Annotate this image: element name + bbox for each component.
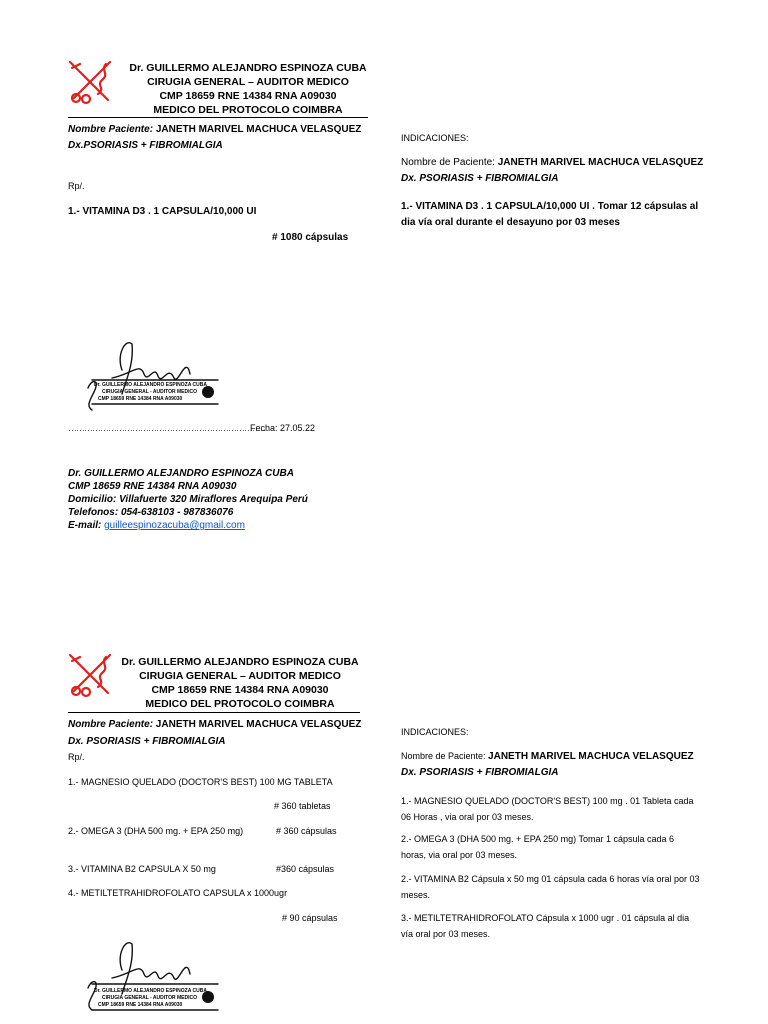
patient-line bbox=[68, 719, 361, 730]
rx-qty-2: # 360 cápsulas bbox=[276, 826, 337, 836]
patient-name: JANETH MARIVEL MACHUCA VELASQUEZ bbox=[153, 719, 362, 730]
stamp-line-2: CIRUGIA GENERAL - AUDITOR MEDICO bbox=[102, 389, 198, 395]
rx-item-4: 4.- METILTETRAHIDROFOLATO CAPSULA x 1000ugr bbox=[68, 888, 288, 898]
signature-line: ………………………………………………………………… bbox=[68, 423, 268, 433]
ind-diagnosis: Dx. PSORIASIS + FIBROMIALGIA bbox=[401, 173, 559, 184]
footer-phones: Telefonos: 054-638103 - 987836076 bbox=[68, 507, 234, 518]
patient-label: Nombre Paciente: bbox=[68, 719, 154, 730]
email-label: E-mail: bbox=[68, 520, 105, 531]
ind-patient-label: Nombre de Paciente: bbox=[401, 751, 489, 761]
rx-item-3: 3.- VITAMINA B2 CAPSULA X 50 mg bbox=[68, 864, 216, 874]
rx-qty-1: # 360 tabletas bbox=[274, 801, 331, 811]
prescription-date: Fecha: 27.05.22 bbox=[250, 423, 316, 433]
signature-stamp bbox=[82, 334, 222, 422]
stamp-line-1: Dr. GUILLERMO ALEJANDRO ESPINOZA CUBA bbox=[94, 988, 207, 994]
ind-item-1: 1.- VITAMINA D3 . 1 CAPSULA/10,000 UI . Tomar 12 cápsulas al dia vía oral durante el desayuno por 03 meses bbox=[401, 201, 699, 228]
doctor-registry: CMP 18659 RNE 14384 RNA A09030 bbox=[151, 684, 329, 696]
doctor-protocol: MEDICO DEL PROTOCOLO COIMBRA bbox=[145, 698, 335, 710]
stamp-line-2: CIRUGIA GENERAL - AUDITOR MEDICO bbox=[102, 995, 198, 1001]
ind-patient-label: Nombre de Paciente: bbox=[401, 157, 498, 168]
rx-qty-3: #360 cápsulas bbox=[276, 864, 335, 874]
ind-patient-line bbox=[401, 157, 703, 168]
rx-qty-1: # 1080 cápsulas bbox=[272, 232, 349, 243]
stamp-line-3: CMP 18659 RNE 14384 RNA A09030 bbox=[98, 1002, 183, 1008]
doctor-specialty: CIRUGIA GENERAL – AUDITOR MEDICO bbox=[147, 76, 349, 88]
email-link[interactable]: guilleespinozacuba@gmail.com bbox=[104, 520, 245, 531]
rp-label: Rp/. bbox=[68, 752, 85, 762]
indications-title: INDICACIONES: bbox=[401, 133, 469, 143]
rx-item-1: 1.- MAGNESIO QUELADO (DOCTOR'S BEST) 100 MG TABLETA bbox=[68, 777, 333, 787]
ind-patient-name: JANETH MARIVEL MACHUCA VELASQUEZ bbox=[488, 751, 694, 762]
ind-item-4: 3.- METILTETRAHIDROFOLATO Cápsula x 1000 ugr . 01 cápsula al dia vía oral por 03 meses. bbox=[401, 913, 690, 939]
footer-doctor-name: Dr. GUILLERMO ALEJANDRO ESPINOZA CUBA bbox=[68, 468, 294, 479]
doctor-name: Dr. GUILLERMO ALEJANDRO ESPINOZA CUBA bbox=[121, 656, 359, 668]
ind-diagnosis: Dx. PSORIASIS + FIBROMIALGIA bbox=[401, 767, 559, 778]
medical-logo-icon bbox=[66, 651, 116, 699]
footer-registry: CMP 18659 RNE 14384 RNA A09030 bbox=[68, 481, 237, 492]
rx-item-2: 2.- OMEGA 3 (DHA 500 mg. + EPA 250 mg) bbox=[68, 826, 244, 836]
doctor-specialty: CIRUGIA GENERAL – AUDITOR MEDICO bbox=[139, 670, 341, 682]
doctor-protocol: MEDICO DEL PROTOCOLO COIMBRA bbox=[153, 104, 343, 116]
ind-item-3: 2.- VITAMINA B2 Cápsula x 50 mg 01 cápsula cada 6 horas vía oral por 03 meses. bbox=[401, 874, 700, 900]
medical-logo-icon bbox=[66, 58, 116, 106]
stamp-line-1: Dr. GUILLERMO ALEJANDRO ESPINOZA CUBA bbox=[94, 382, 207, 388]
footer-email-line bbox=[68, 519, 308, 532]
footer-address: Domicilio: Villafuerte 320 Miraflores Arequipa Perú bbox=[68, 494, 308, 505]
ind-patient-line bbox=[401, 751, 694, 762]
rx-item-1: 1.- VITAMINA D3 . 1 CAPSULA/10,000 UI bbox=[68, 206, 257, 217]
header-divider bbox=[68, 712, 360, 713]
patient-line bbox=[68, 124, 361, 135]
ind-patient-name: JANETH MARIVEL MACHUCA VELASQUEZ bbox=[497, 157, 704, 168]
diagnosis: Dx.PSORIASIS + FIBROMIALGIA bbox=[68, 140, 223, 151]
indications-title: INDICACIONES: bbox=[401, 727, 469, 737]
doctor-registry: CMP 18659 RNE 14384 RNA A09030 bbox=[159, 90, 337, 102]
header-divider bbox=[68, 117, 368, 118]
rx-qty-4: # 90 cápsulas bbox=[282, 913, 338, 923]
rp-label: Rp/. bbox=[68, 181, 85, 191]
patient-label: Nombre Paciente: bbox=[68, 124, 154, 135]
patient-name: JANETH MARIVEL MACHUCA VELASQUEZ bbox=[155, 124, 362, 135]
ind-item-1: 1.- MAGNESIO QUELADO (DOCTOR'S BEST) 100 mg . 01 Tableta cada 06 Horas , via oral por 03 meses. bbox=[401, 796, 694, 822]
diagnosis: Dx. PSORIASIS + FIBROMIALGIA bbox=[68, 736, 226, 747]
doctor-name: Dr. GUILLERMO ALEJANDRO ESPINOZA CUBA bbox=[129, 62, 367, 74]
ind-item-2: 2.- OMEGA 3 (DHA 500 mg. + EPA 250 mg) Tomar 1 cápsula cada 6 horas, via oral por 03 meses. bbox=[401, 834, 675, 860]
stamp-line-3: CMP 18659 RNE 14384 RNA A09030 bbox=[98, 396, 183, 402]
